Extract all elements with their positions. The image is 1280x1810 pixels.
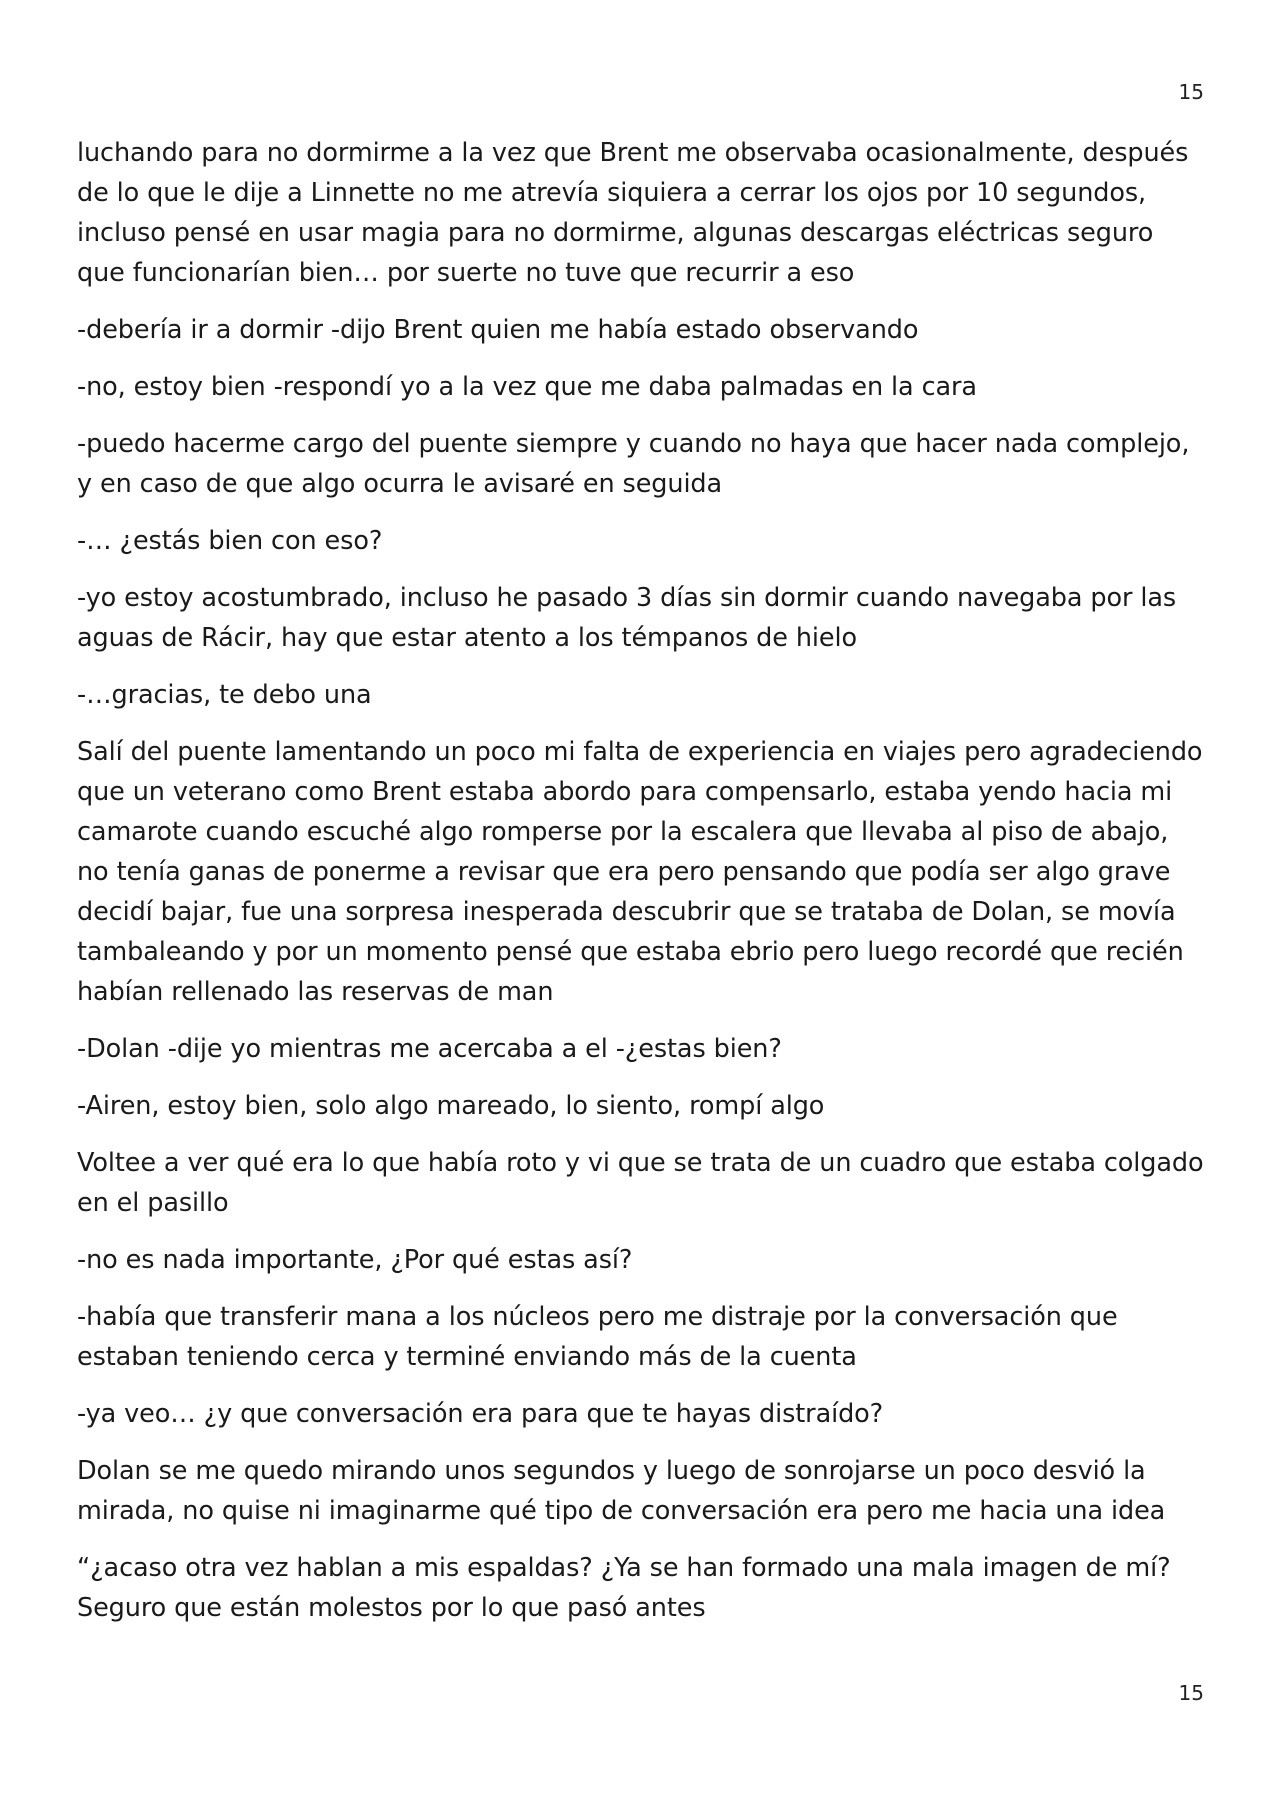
- body-text: [77, 133, 1207, 1645]
- paragraph: -debería ir a dormir -dijo Brent quien me había estado observando: [77, 315, 919, 345]
- paragraph: luchando para no dormirme a la vez que Brent me observaba ocasionalmente, después de lo que le dije a Linnette no me atrevía siquiera a cerrar los ojos por 10 segundos, incluso pensé en usar magia para no dormirme, algunas descargas eléctricas seguro que funcionarían bien… por suerte no tuve que recurrir a eso: [77, 138, 1189, 288]
- paragraph: -ya veo… ¿y que conversación era para que te hayas distraído?: [77, 1399, 884, 1429]
- paragraph: Voltee a ver qué era lo que había roto y vi que se trata de un cuadro que estaba colgado en el pasillo: [77, 1148, 1204, 1218]
- paragraph: “¿acaso otra vez hablan a mis espaldas? ¿Ya se han formado una mala imagen de mí? Seguro que están molestos por lo que pasó antes: [77, 1553, 1171, 1623]
- paragraph: -yo estoy acostumbrado, incluso he pasado 3 días sin dormir cuando navegaba por las aguas de Rácir, hay que estar atento a los témpanos de hielo: [77, 583, 1177, 653]
- paragraph: -no, estoy bien -respondí yo a la vez que me daba palmadas en la cara: [77, 372, 977, 402]
- paragraph: -puedo hacerme cargo del puente siempre y cuando no haya que hacer nada complejo, y en caso de que algo ocurra le avisaré en seguida: [77, 429, 1190, 499]
- paragraph: -…gracias, te debo una: [77, 680, 372, 710]
- header-page-number: 15: [1178, 80, 1204, 104]
- paragraph: -no es nada importante, ¿Por qué estas así?: [77, 1245, 633, 1275]
- paragraph: -… ¿estás bien con eso?: [77, 526, 383, 556]
- paragraph: -había que transferir mana a los núcleos pero me distraje por la conversación que estaban teniendo cerca y terminé enviando más de la cuenta: [77, 1302, 1118, 1372]
- footer-page-number: 15: [1178, 1681, 1204, 1705]
- paragraph: -Airen, estoy bien, solo algo mareado, lo siento, rompí algo: [77, 1091, 825, 1121]
- paragraph: -Dolan -dije yo mientras me acercaba a el -¿estas bien?: [77, 1034, 782, 1064]
- paragraph: Salí del puente lamentando un poco mi falta de experiencia en viajes pero agradeciendo que un veterano como Brent estaba abordo para compensarlo, estaba yendo hacia mi camarote cuando escuché algo romperse por la escalera que llevaba al piso de abajo, no tenía ganas de ponerme a revisar que era pero pensando que podía ser algo grave decidí bajar, fue una sorpresa inesperada descubrir que se trataba de Dolan, se movía tambaleando y por un momento pensé que estaba ebrio pero luego recordé que recién habían rellenado las reservas de man: [77, 737, 1203, 1007]
- paragraph: Dolan se me quedo mirando unos segundos y luego de sonrojarse un poco desvió la mirada, no quise ni imaginarme qué tipo de conversación era pero me hacia una idea: [77, 1456, 1166, 1526]
